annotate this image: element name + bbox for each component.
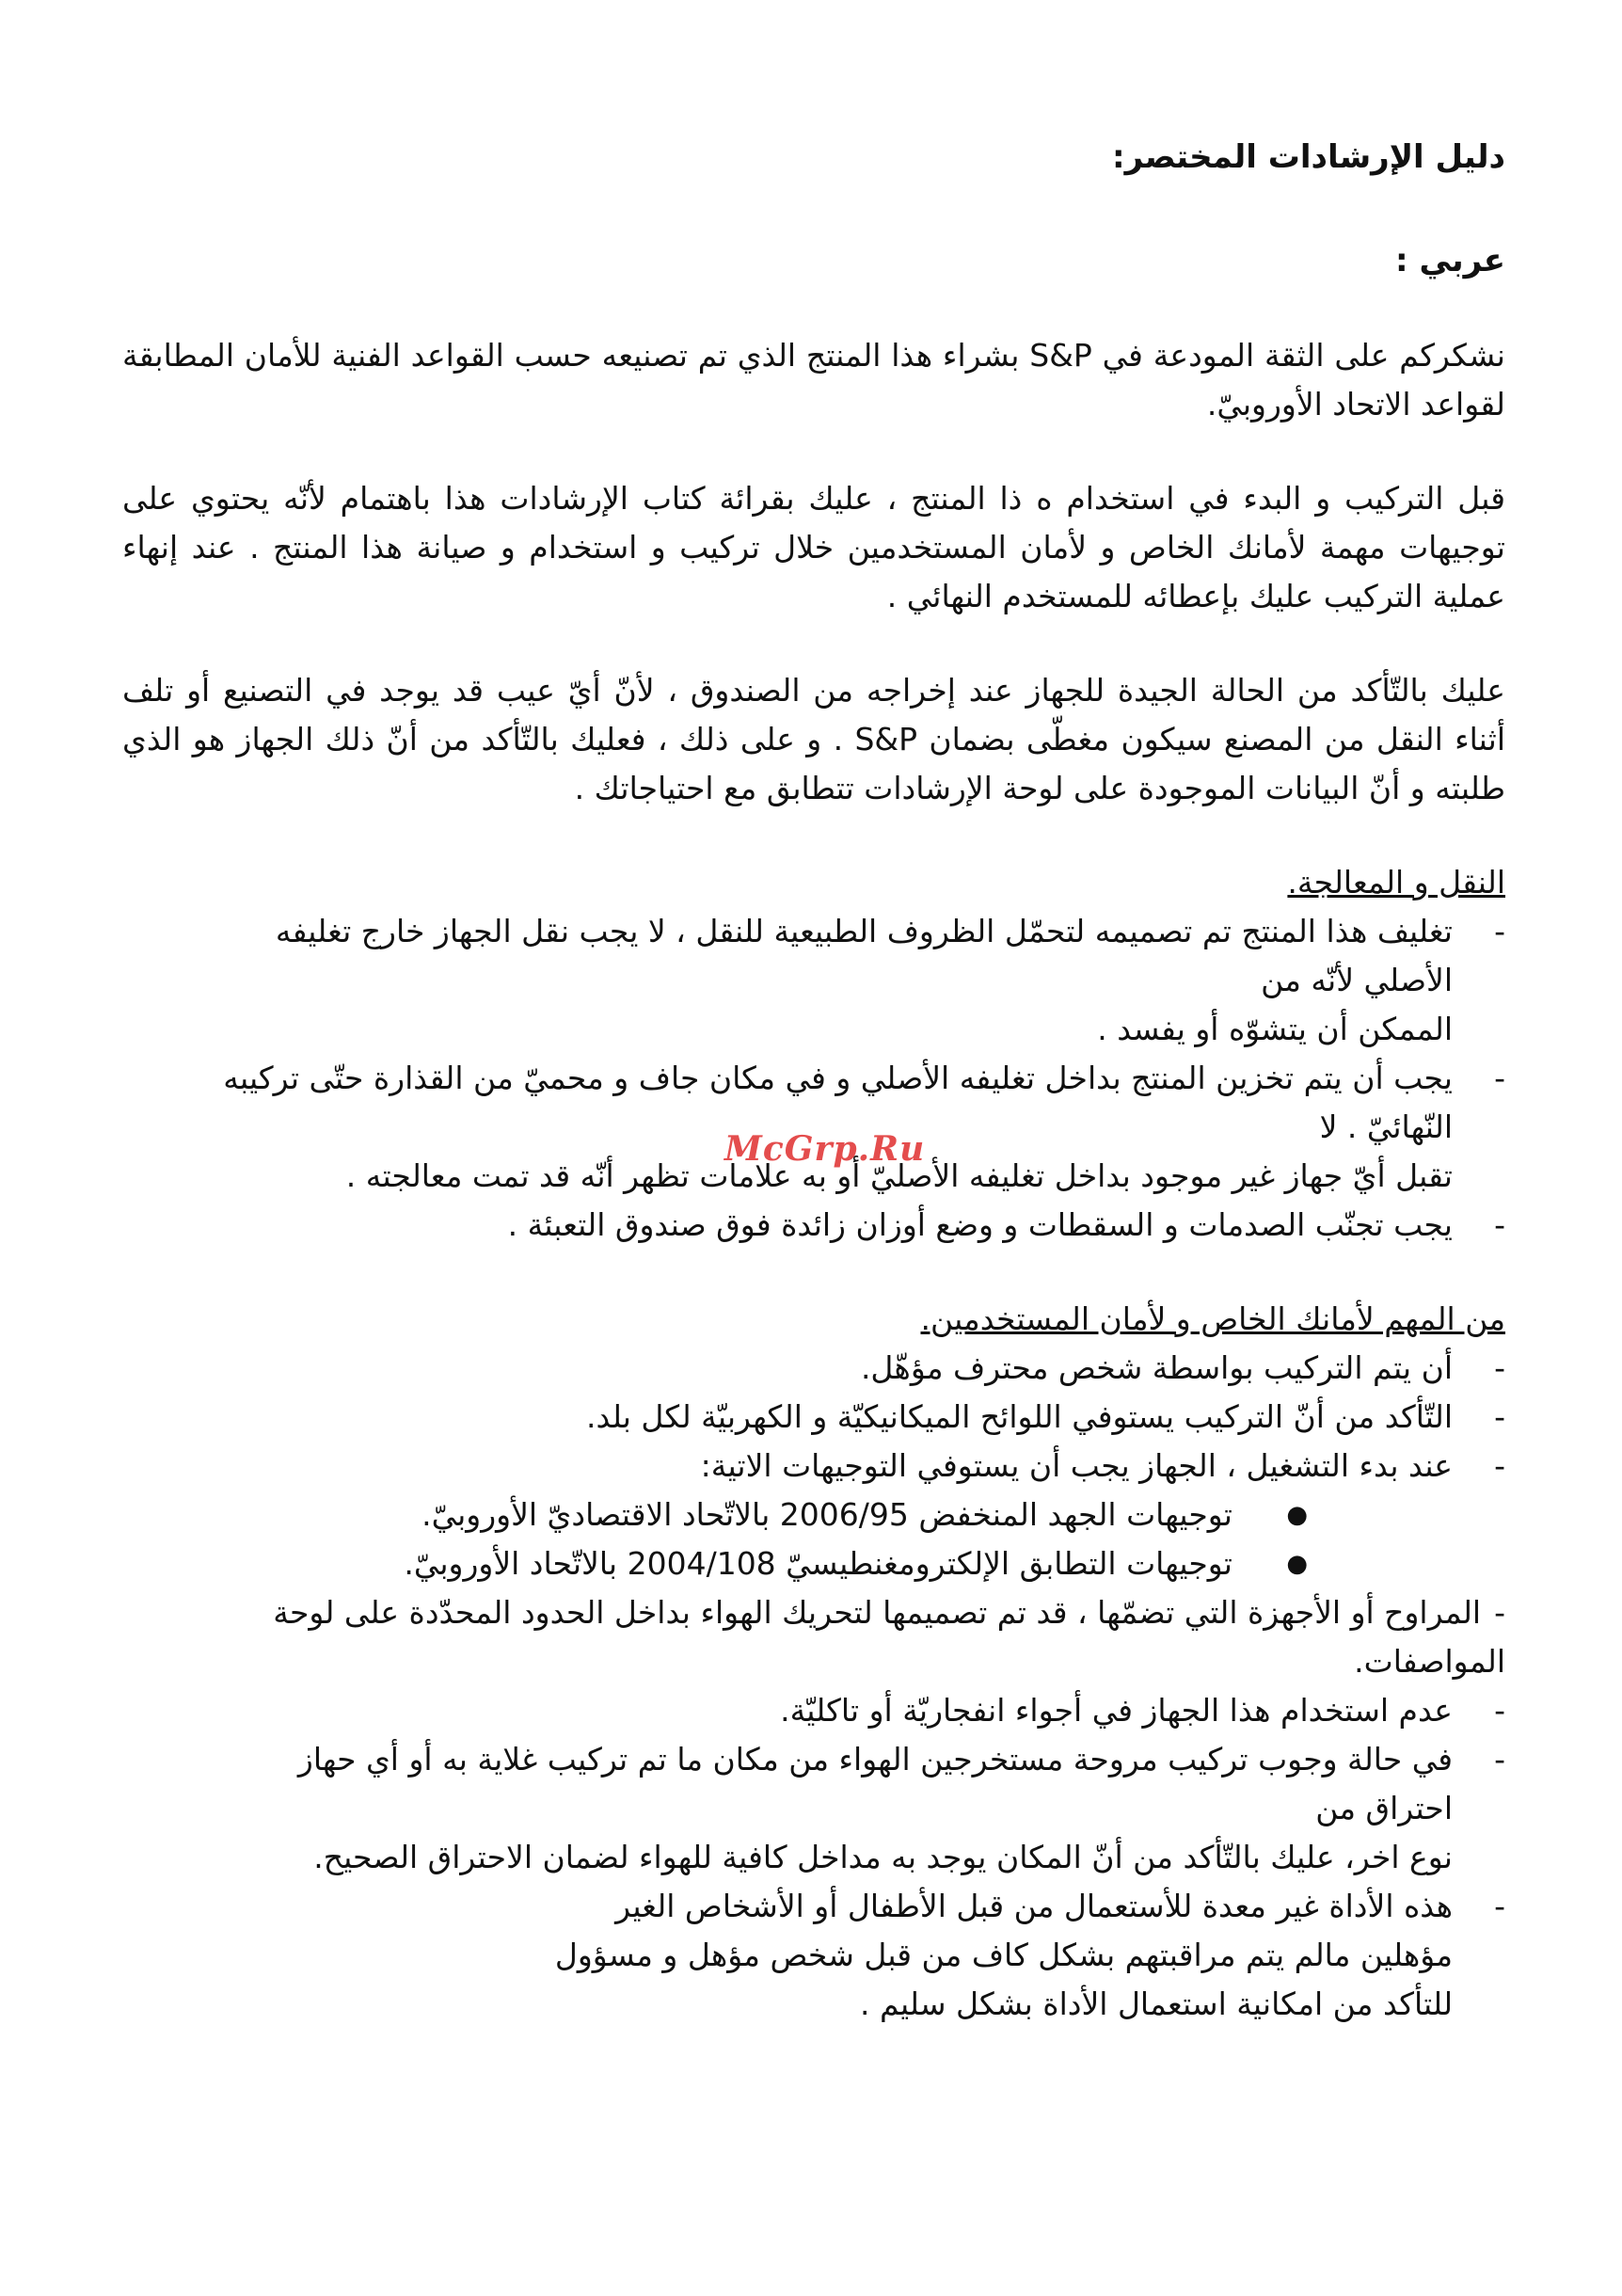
list-item: ● توجيهات التطابق الإلكترومغنطيسيّ 2004/108 بالاتّحاد الأوروبيّ. <box>122 1539 1308 1588</box>
transport-list <box>122 907 1505 1250</box>
installation-paragraph: قبل التركيب و البدء في استخدام ه ذا المنتج ، عليك بقرائة كتاب الإرشادات هذا باهتمام لأنّه يحتوي على توجيهات مهمة لأمانك الخاص و لأمان المستخدمين خلال تركيب و استخدام و صيانة هذا المنتج . عند إنهاء عملية التركيب عليك بإعطائه للمستخدم النهائي . <box>122 480 1505 614</box>
list-item: - عند بدء التشغيل ، الجهاز يجب أن يستوفي التوجيهات الاتية: <box>122 1442 1505 1491</box>
list-item: - يجب تجنّب الصدمات و السقطات و وضع أوزان زائدة فوق صندوق التعبئة . <box>122 1201 1505 1250</box>
document-title: دليل الإرشادات المختصر: <box>1112 138 1505 176</box>
list-item: - التّأكد من أنّ التركيب يستوفي اللوائح الميكانيكيّة و الكهربيّة لكل بلد. <box>122 1393 1505 1442</box>
dash-marker: - <box>1494 1594 1505 1631</box>
directives-list <box>122 1491 1505 1588</box>
language-label: عربي : <box>1395 242 1505 279</box>
list-item: ● توجيهات الجهد المنخفض 2006/95 بالاتّحاد الاقتصاديّ الأوروبيّ. <box>122 1491 1308 1539</box>
list-item: - هذه الأداة غير معدة للأستعمال من قبل الأطفال أو الأشخاص الغير مؤهلين مالم يتم مراقبتهم بشكل كاف من قبل شخص مؤهل و مسؤول للتأكد من امكانية استعمال الأداة بشكل سليم . <box>122 1882 1505 2029</box>
safety-list <box>122 1344 1505 1491</box>
list-item: - تغليف هذا المنتج تم تصميمه لتحمّل الظروف الطبيعية للنقل ، لا يجب نقل الجهاز خارج تغليفه الأصلي لأنّه من الممكن أن يتشوّه أو يفسد . <box>122 907 1505 1054</box>
safety-heading: من المهم لأمانك الخاص و لأمان المستخدمين. <box>920 1300 1505 1337</box>
inspection-paragraph: عليك بالتّأكد من الحالة الجيدة للجهاز عند إخراجه من الصندوق ، لأنّ أيّ عيب قد يوجد في التصنيع أو تلف أثناء النقل من المصنع سيكون مغطّى بضمان S&P . و على ذلك ، فعليك بالتّأكد من أنّ ذلك الجهاز هو الذي طلبته و أنّ البيانات الموجودة على لوحة الإرشادات تتطابق مع احتياجاتك . <box>122 672 1505 806</box>
list-item: -المراوح أو الأجهزة التي تضمّها ، قد تم تصميمها لتحريك الهواء بداخل الحدود المحدّدة على لوحة المواصفات. <box>122 1588 1505 1686</box>
list-item: - في حالة وجوب تركيب مروحة مستخرجين الهواء من مكان ما تم تركيب غلاية به أو أي حهاز احتراق من نوع اخر، عليك بالتّأكد من أنّ المكان يوجد به مداخل كافية للهواء لضمان الاحتراق الصحيح. <box>122 1735 1505 1882</box>
page-content <box>122 132 1505 2074</box>
transport-section <box>122 858 1505 1250</box>
safety-list-continued <box>122 1588 1505 2029</box>
transport-heading: النقل و المعالجة. <box>1287 864 1505 901</box>
list-item: - أن يتم التركيب بواسطة شخص محترف مؤهّل. <box>122 1344 1505 1393</box>
watermark: McGrp.Ru <box>724 1129 926 1169</box>
list-item: - يجب أن يتم تخزين المنتج بداخل تغليفه الأصلي و في مكان جاف و محميّ من القذارة حتّى تركيبه النّهائيّ . لا تقبل أيّ جهاز غير موجود بداخل تغليفه الأصليّ أو به علامات تظهر أنّه قد تمت معالجته . <box>122 1054 1505 1201</box>
list-item: - عدم استخدام هذا الجهاز في أجواء انفجاريّة أو تاكليّة. <box>122 1686 1505 1735</box>
safety-section <box>122 1295 1505 2029</box>
intro-paragraph: نشكركم على الثقة المودعة في S&P بشراء هذا المنتج الذي تم تصنيعه حسب القواعد الفنية للأمان المطابقة لقواعد الاتحاد الأوروبيّ. <box>122 337 1505 423</box>
